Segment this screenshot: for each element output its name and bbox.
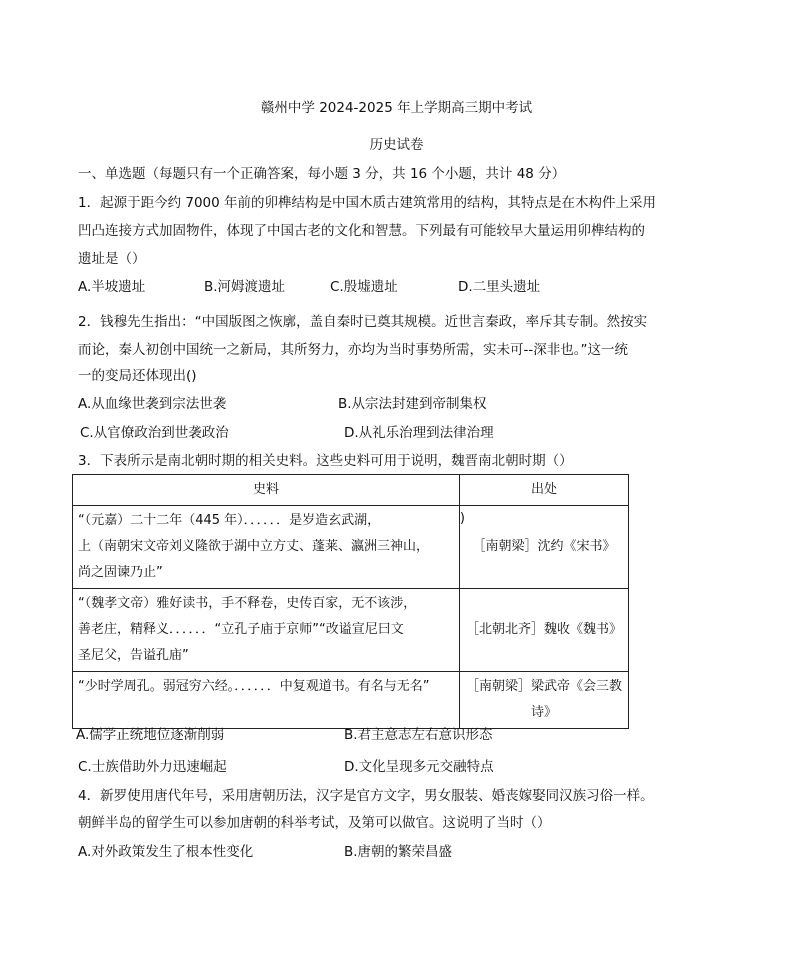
table-header-row (73, 475, 629, 506)
cell-line: 圣尼父，告谥孔庙” (78, 648, 189, 663)
table-cell-text (73, 506, 465, 589)
q3-option-c: C.士族借助外力迅速崛起 (78, 759, 227, 775)
table-header-source-text: 史料 (73, 475, 460, 506)
cell-line: ［南朝梁］梁武帝《会三教 (465, 679, 622, 694)
cell-line: 善老庄，精释义．．．．．．“立孔子庙于京师”“改谥宣尼曰文 (78, 622, 404, 637)
q1-option-c: C.殷墟遗址 (330, 279, 398, 295)
q2-text-line: 而论，秦人初创中国统一之新局，其所努力，亦均为当时事势所需，实未可--深非也。”这一统 (78, 342, 628, 358)
section-heading: 一、单选题（每题只有一个正确答案，每小题 3 分，共 16 个小题，共计 48 分） (78, 166, 566, 182)
exam-title: 赣州中学 2024-2025 年上学期高三期中考试 (260, 100, 533, 116)
q2-text-line: 2．钱穆先生指出：“中国版图之恢廓，盖自秦时已奠其规模。近世言秦政，率斥其专制。然按实 (78, 314, 648, 330)
q1-option-d: D.二里头遗址 (458, 279, 541, 295)
q2-option-a: A.从血缘世袭到宗法世袭 (78, 396, 227, 412)
table-header-origin: 出处 (460, 475, 629, 506)
q4-text-line: 朝鲜半岛的留学生可以参加唐朝的科举考试，及第可以做官。这说明了当时（） (78, 815, 551, 831)
table-cell-origin (460, 506, 629, 589)
table-cell-origin (460, 672, 629, 729)
q2-text-line: 一的变局还体现出() (78, 368, 197, 384)
cell-line: ［南朝梁］沈约《宋书》 (472, 539, 616, 554)
cell-line: 上（南朝宋文帝刘义隆欲于湖中立方丈、蓬莱、瀛洲三神山， (78, 539, 430, 554)
cell-line: 诗》 (530, 705, 557, 720)
q3-text-line: 3．下表所示是南北朝时期的相关史料。这些史料可用于说明，魏晋南北朝时期（） (78, 453, 573, 469)
table-row (73, 506, 629, 589)
stray-mark: ) (459, 511, 465, 526)
q2-option-d: D.从礼乐治理到法律治理 (344, 425, 494, 441)
q3-option-a: A.儒学正统地位逐渐削弱 (76, 727, 225, 743)
q1-text-line: 1．起源于距今约 7000 年前的卯榫结构是中国木质古建筑常用的结构，其特点是在木构件上采用 (78, 195, 657, 211)
cell-line: “（魏孝文帝）雅好读书，手不释卷，史传百家，无不该涉， (78, 596, 417, 611)
q2-option-b: B.从宗法封建到帝制集权 (338, 396, 487, 412)
q1-text-line: 凹凸连接方式加固物件，体现了中国古老的文化和智慧。下列最有可能较早大量运用卯榫结构的 (78, 223, 645, 239)
source-table (72, 474, 629, 729)
q1-option-a: A.半坡遗址 (78, 279, 146, 295)
cell-line: ［北朝北齐］魏收《魏书》 (465, 622, 622, 637)
q4-option-b: B.唐朝的繁荣昌盛 (344, 844, 453, 860)
table-cell-text (73, 672, 460, 729)
table-cell-text (73, 589, 460, 672)
cell-line: “少时学周孔。弱冠穷六经。．．．．．．中复观道书。有名与无名” (78, 679, 430, 694)
table-row (73, 589, 629, 672)
q4-text-line: 4．新罗使用唐代年号，采用唐朝历法，汉字是官方文字，男女服装、婚丧嫁娶同汉族习俗一样。 (78, 788, 654, 804)
q3-option-b: B.君主意志左右意识形态 (344, 727, 493, 743)
q3-option-d: D.文化呈现多元交融特点 (344, 759, 494, 775)
q2-option-c: C.从官僚政治到世袭政治 (80, 425, 229, 441)
q1-option-b: B.河姆渡遗址 (204, 279, 286, 295)
q1-text-line: 遗址是（） (78, 251, 146, 267)
q4-option-a: A.对外政策发生了根本性变化 (78, 844, 254, 860)
exam-subtitle: 历史试卷 (369, 137, 424, 153)
table-row (73, 672, 629, 729)
cell-line: 尚之固谏乃止” (78, 565, 163, 580)
cell-line: “（元嘉）二十二年（445 年）．．．．．．是岁造玄武湖， (78, 513, 381, 528)
table-cell-origin (460, 589, 629, 672)
